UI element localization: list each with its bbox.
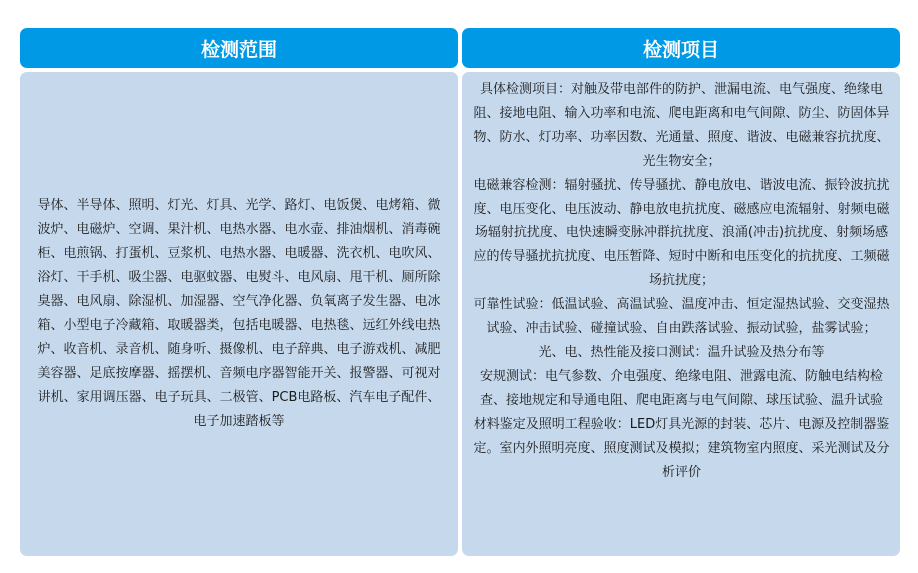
items-paragraph-specific: 具体检测项目：对触及带电部件的防护、泄漏电流、电气强度、绝缘电阻、接地电阻、输入功率和电流、爬电距离和电气间隙、防尘、防固体异物、防水、灯功率、功率因数、光通量、照度、谐波、电磁兼容抗扰度、光生物安全； — [473, 82, 890, 169]
scope-panel — [20, 72, 458, 556]
items-title: 检测项目 — [642, 38, 719, 61]
items-header — [462, 28, 900, 68]
items-paragraph-performance: 光、电、热性能及接口测试：温升试验及热分布等 — [538, 344, 825, 360]
scope-title: 检测范围 — [200, 38, 277, 61]
scope-header — [20, 28, 458, 68]
items-paragraph-materials: 材料鉴定及照明工程验收：LED灯具光源的封装、芯片、电源及控制器鉴定。室内外照明亮度、照度测试及模拟；建筑物室内照度、采光测试及分析评价 — [473, 416, 890, 480]
items-panel — [462, 72, 900, 556]
items-paragraph-emc: 电磁兼容检测：辐射骚扰、传导骚扰、静电放电、谐波电流、振铃波抗扰度、电压变化、电压波动、静电放电抗扰度、磁感应电流辐射、射频电磁场辐射抗扰度、电快速瞬变脉冲群抗扰度、浪涌(冲击)抗扰度、射频场感应的传导骚扰抗扰度、电压暂降、短时中断和电压变化的抗扰度、工频磁场抗扰度； — [473, 177, 890, 289]
items-paragraph-safety: 安规测试：电气参数、介电强度、绝缘电阻、泄露电流、防触电结构检查、接地规定和导通电阻、爬电距离与电气间隙、球压试验、温升试验 — [479, 368, 883, 408]
scope-text: 导体、半导体、照明、灯光、灯具、光学、路灯、电饭煲、电烤箱、微波炉、电磁炉、空调、果汁机、电热水器、电水壶、排油烟机、消毒碗柜、电煎锅、打蛋机、豆浆机、电热水器、电暖器、洗衣机、电吹风、浴灯、干手机、吸尘器、电驱蚊器、电熨斗、电风扇、甩干机、厕所除臭器、电风扇、除湿机、加湿器、空气净化器、负氧离子发生器、电冰箱、小型电子冷藏箱、取暖器类，包括电暖器、电热毯、远红外线电热炉、收音机、录音机、随身听、摄像机、电子辞典、电子游戏机、减肥美容器、足底按摩器、摇摆机、音频电序器智能开关、报警器、可视对讲机、家用调压器、电子玩具、二极管、PCB电路板、汽车电子配件、电子加速踏板等 — [37, 198, 441, 429]
items-paragraph-reliability: 可靠性试验：低温试验、高温试验、温度冲击、恒定湿热试验、交变湿热试验、冲击试验、碰撞试验、自由跌落试验、振动试验，盐雾试验； — [473, 297, 890, 337]
